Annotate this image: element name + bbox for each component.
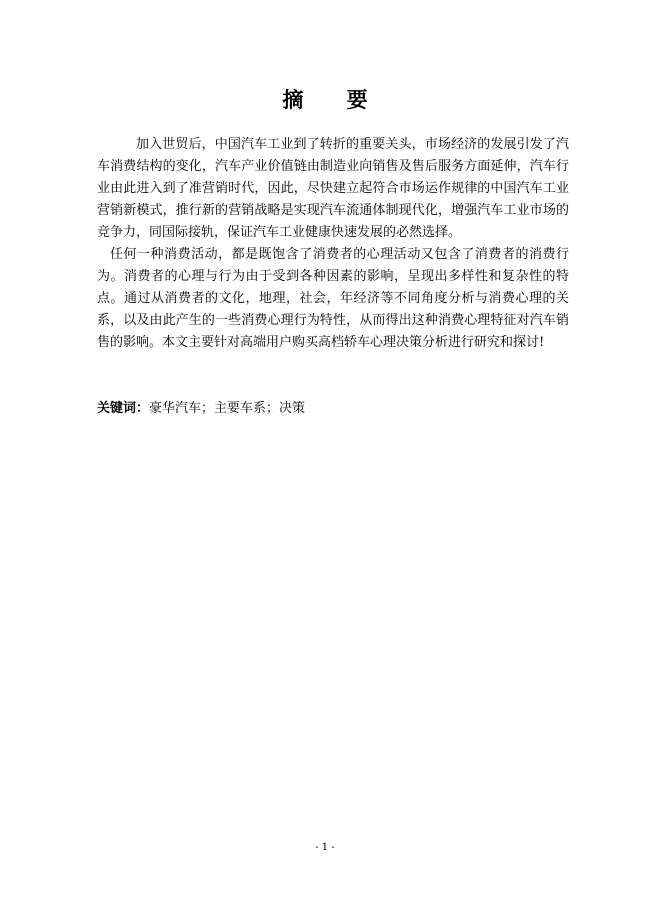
abstract-body	[97, 134, 569, 354]
abstract-paragraph-2: 任何一种消费活动，都是既饱含了消费者的心理活动又包含了消费者的消费行为。消费者的心理与行为由于受到各种因素的影响，呈现出多样性和复杂性的特点。通过从消费者的文化，地理，社会，年经济等不同角度分析与消费心理的关系，以及由此产生的一些消费心理行为特性，从而得出这种消费心理特征对汽车销售的影响。本文主要针对高端用户购买高档轿车心理决策分析进行研究和探讨!	[97, 247, 569, 350]
page-number: - 1 -	[315, 842, 335, 853]
abstract-title: 摘 要	[282, 87, 386, 112]
keywords-label: 关键词：	[97, 401, 150, 416]
keywords-line	[97, 399, 569, 419]
keywords-value: 豪华汽车；主要车系；决策	[149, 401, 306, 416]
abstract-paragraph-1: 加入世贸后，中国汽车工业到了转折的重要关头，市场经济的发展引发了汽车消费结构的变化，汽车产业价值链由制造业向销售及售后服务方面延伸，汽车行业由此进入到了准营销时代，因此，尽快建立起符合市场运作规律的中国汽车工业营销新模式，推行新的营销战略是实现汽车流通体制现代化，增强汽车工业市场的竞争力，同国际接轨，保证汽车工业健康快速发展的必然选择。	[97, 137, 569, 240]
